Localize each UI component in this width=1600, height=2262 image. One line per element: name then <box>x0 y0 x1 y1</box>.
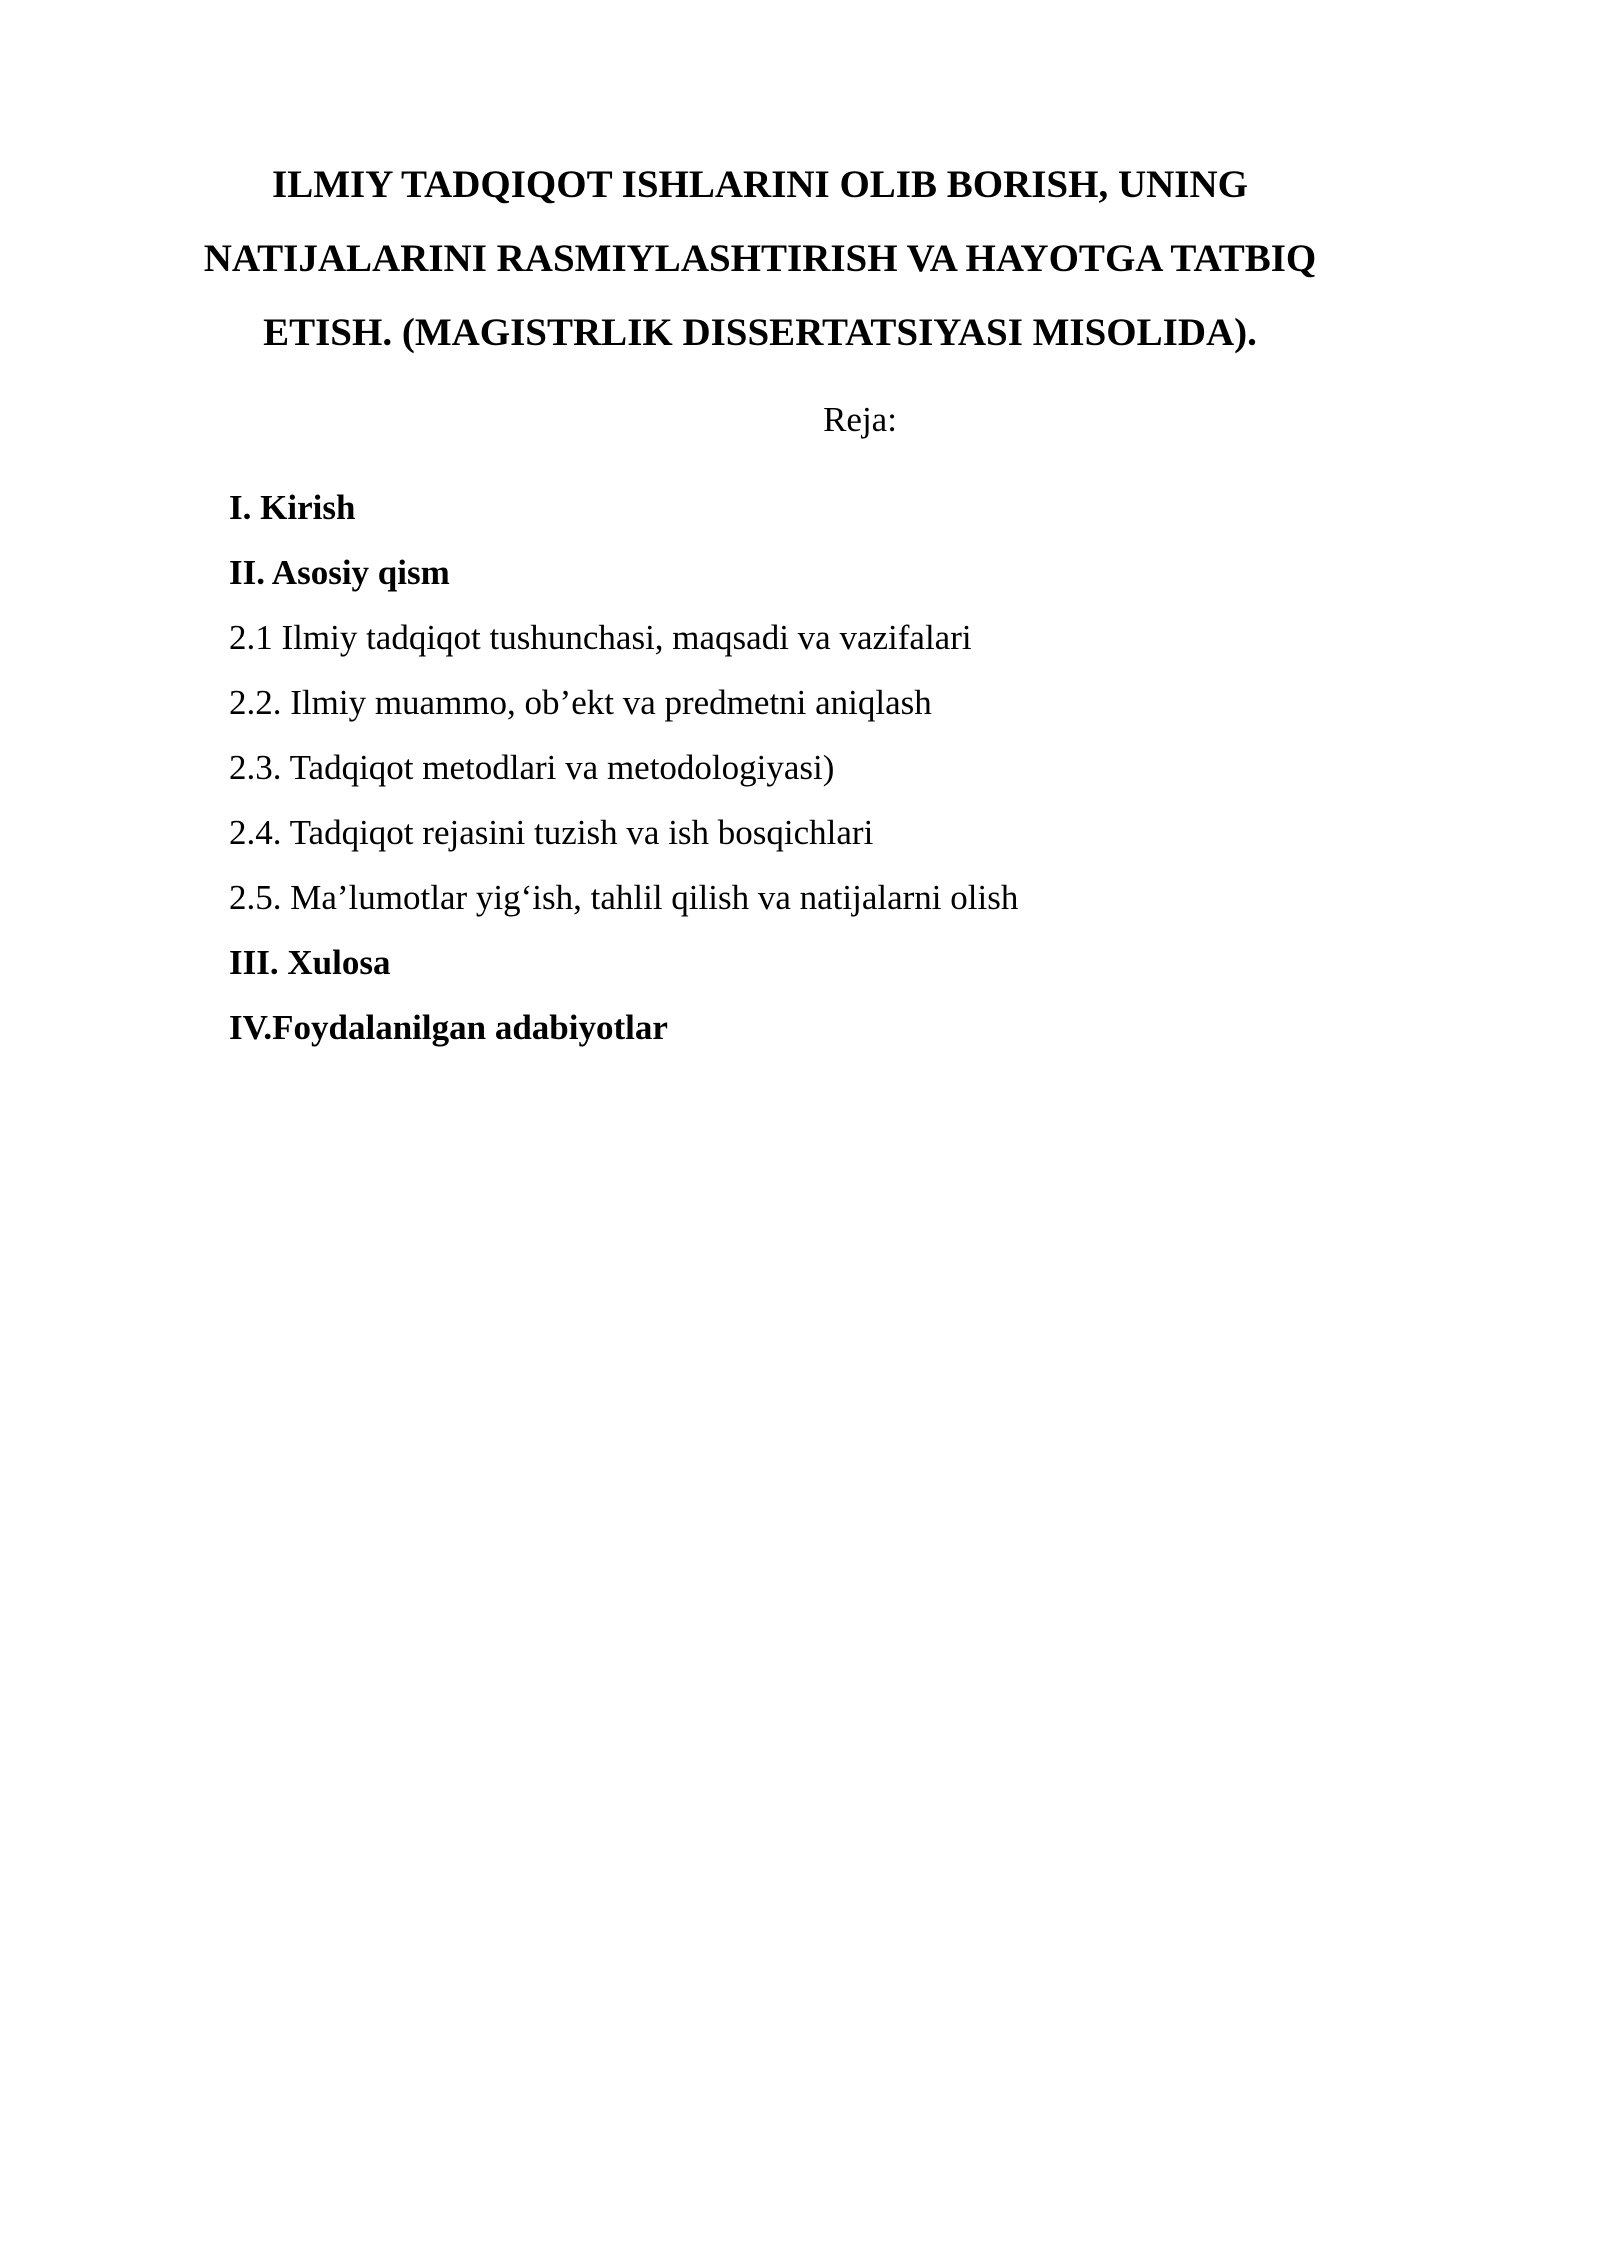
title-line: ILMIY TADQIQOT ISHLARINI OLIB BORISH, UNING <box>272 163 1248 206</box>
plan-item-2-1: 2.1 Ilmiy tadqiqot tushunchasi, maqsadi va vazifalari <box>229 618 972 657</box>
plan-item-2-2: 2.2. Ilmiy muammo, ob’ekt va predmetni aniqlash <box>229 683 932 722</box>
plan-item-main-part: II. Asosiy qism <box>229 553 450 592</box>
plan-list <box>229 485 1018 1070</box>
plan-item-references: IV.Foydalanilgan adabiyotlar <box>229 1008 668 1047</box>
plan-item-conclusion: III. Xulosa <box>229 943 391 982</box>
plan-item-introduction: I. Kirish <box>229 488 356 527</box>
plan-label: Reja: <box>823 400 897 439</box>
plan-item-2-5: 2.5. Ma’lumotlar yig‘ish, tahlil qilish va natijalarni olish <box>229 878 1019 917</box>
title-line: NATIJALARINI RASMIYLASHTIRISH VA HAYOTGA TATBIQ <box>203 237 1317 280</box>
document-title <box>200 148 1320 370</box>
title-line: ETISH. (MAGISTRLIK DISSERTATSIYASI MISOLIDA). <box>263 311 1257 354</box>
plan-item-2-4: 2.4. Tadqiqot rejasini tuzish va ish bosqichlari <box>229 813 874 852</box>
plan-item-2-3: 2.3. Tadqiqot metodlari va metodologiyasi) <box>229 748 835 787</box>
